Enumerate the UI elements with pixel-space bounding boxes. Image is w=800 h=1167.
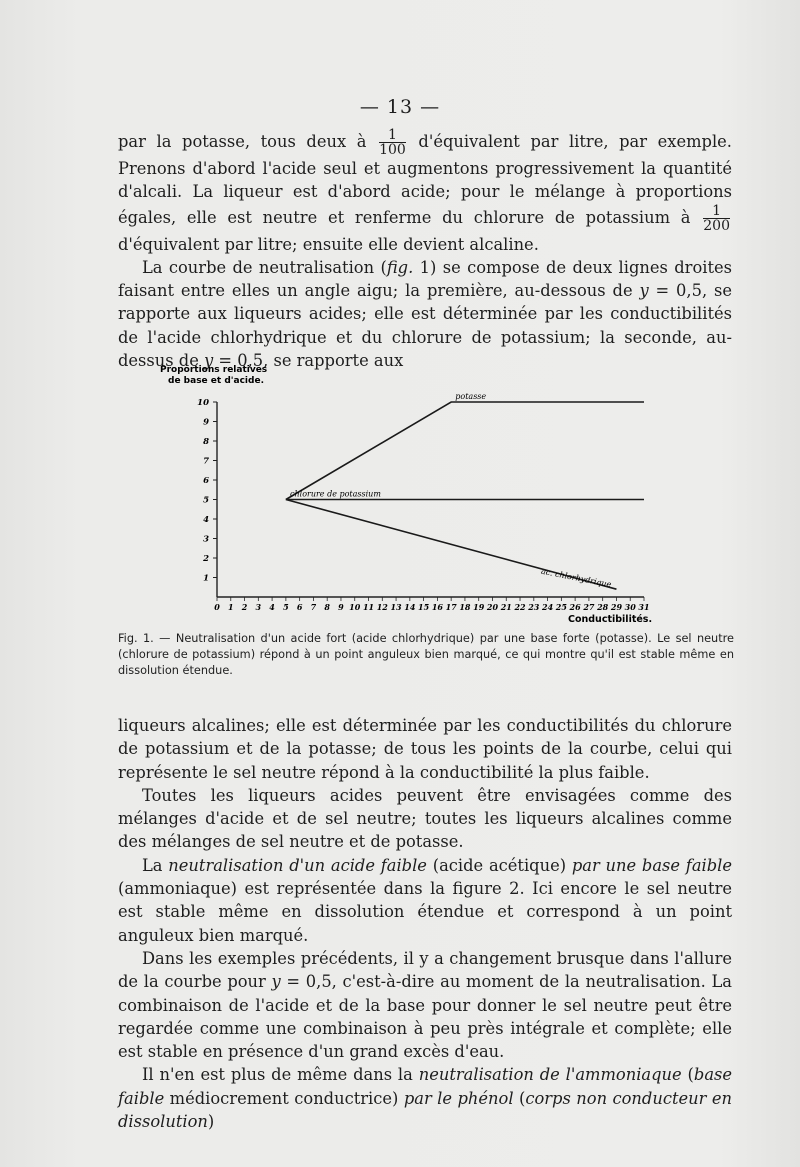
text-run: (acide acétique) [426,855,572,875]
figure-1 [150,360,670,630]
x-tick-label: 15 [418,602,430,612]
fraction-denominator: 200 [703,217,730,234]
text-run: d'équivalent par litre, par exemple. Prenons d'abord [118,132,732,178]
x-tick-label: 23 [528,602,540,612]
text-run: = 0,5, se rapporte aux [213,351,404,371]
text-run: du chlorure de potassium à [442,207,691,227]
y-tick-label: 5 [203,495,209,506]
fraction-numerator: 1 [703,204,730,219]
text-run: d'abord acide; pour le mélange à proportions égales, elle est neutre et renferme [118,182,732,227]
italic-run: base faible [118,1065,733,1108]
x-tick-label: 3 [255,602,262,612]
x-tick-label: 31 [638,602,650,612]
y-tick-label: 7 [203,456,209,467]
x-axis-label: Conductibilités. [568,614,653,625]
x-tick-label: 25 [555,602,567,612]
annotation-label: chlorure de potassium [290,489,381,499]
x-tick-label: 19 [473,602,485,612]
figure-caption [118,631,734,679]
text-run: ) [207,1112,215,1132]
italic-run: par le phénol [403,1088,514,1108]
x-tick-label: 16 [431,602,443,612]
x-tick-label: 29 [610,602,623,612]
x-tick-label: 17 [445,602,457,612]
page-number: — 13 — [359,96,441,118]
y-tick-label: 4 [203,515,209,525]
x-tick-label: 13 [390,602,402,612]
x-tick-label: 18 [459,602,471,612]
text-run: ( [681,1065,694,1085]
y-tick-label: 9 [203,417,209,428]
y-tick-label: 1 [203,573,209,584]
fraction-numerator: 1 [379,128,406,143]
text-run: Dans les exemples précédents, il y a changement brusque dans l'allure de la courbe pour [118,948,732,992]
text-run: Il n'en est plus de même dans la [142,1065,419,1085]
paragraph [118,854,732,947]
x-tick-label: 8 [324,602,330,612]
y-tick-label: 10 [197,398,209,408]
italic-run: neutralisation d'un acide faible [168,855,427,875]
text-run: = 0,5, c'est-à-dire au moment de la neutralisation. La combinaison de l'acide et de la base pour donner le sel neutre peut être regardée comme une combinaison à peu près intégrale et complète; elle est stable en présence d'un grand excès d'eau. [118,972,732,1062]
x-tick-label: 10 [349,602,361,612]
math-variable: y [204,351,214,371]
x-tick-label: 0 [214,602,220,612]
y-tick-label: 8 [203,437,209,447]
fraction-denominator: 100 [379,142,406,158]
x-tick-label: 12 [376,602,388,612]
x-tick-label: 4 [269,602,275,612]
x-tick-label: 26 [569,602,581,612]
text-run: alcaline. [469,234,539,254]
x-tick-label: 11 [362,602,375,612]
italic-run: corps non conducteur en dissolution [118,1088,732,1132]
x-tick-label: 24 [542,602,554,612]
text-run: d'équivalent par litre; ensuite elle devient [118,234,465,254]
fraction [703,204,730,233]
math-variable: y [639,281,649,301]
fraction [379,128,406,157]
x-tick-label: 28 [597,602,609,612]
italic-run: fig. [386,257,414,277]
text-run: (ammoniaque) est représentée dans la figure 2. Ici encore le sel neutre est stable même en dissolution étendue et correspond à un point anguleux bien marqué. [118,879,732,945]
x-tick-label: 7 [310,602,317,612]
text-run: médiocrement conductrice) [164,1088,404,1108]
paragraph [118,128,732,256]
x-tick-label: 5 [283,602,289,612]
x-tick-label: 30 [624,602,636,612]
annotation-label: potasse [455,392,487,401]
text-run: l'acide seul et augmentons progressivement la quantité d'alcali. La liqueur est [118,159,732,202]
text-run: 1) se compose de deux lignes droites faisant entre elles un angle aigu; la première, au-dessous de [118,257,732,301]
text-run: ( [513,1088,526,1108]
math-variable: y [271,972,281,992]
x-tick-label: 9 [338,602,344,612]
y-axis-label: Proportions relatives [160,365,268,375]
x-tick-label: 2 [241,602,248,612]
paragraph [118,256,732,372]
italic-run: neutralisation de l'ammoniaque [418,1065,682,1085]
paragraph: liqueurs alcalines; elle est déterminée par les conductibilités du chlorure de potassium et de la potasse; de tous les points de la courbe, celui qui représente le sel neutre répond à la conductibilité la plus faible. [118,716,732,782]
x-tick-label: 27 [583,602,595,612]
text-run: par la potasse, tous deux à [118,132,367,151]
y-tick-label: 2 [203,554,209,564]
paragraph: Toutes les liqueurs acides peuvent être envisagées comme des mélanges d'acide et de sel neutre; toutes les liqueurs alcalines comme des mélanges de sel neutre et de potasse. [118,785,732,852]
chart [150,360,670,630]
x-tick-label: 6 [296,602,303,612]
text-run: La courbe de neutralisation ( [142,257,387,277]
x-tick-label: 22 [514,602,526,612]
annotation-label: ac. chlorhydrique [540,566,613,590]
italic-run: par une base faible [571,855,732,875]
caption-text: — Neutralisation d'un acide fort (acide chlorhydrique) par une base forte (potasse). Le sel neutre (chlorure de potassium) répond à un point anguleux bien marqué, ce qui montre qu'il est stable même en dissolution étendue. [118,632,734,677]
x-tick-label: 14 [404,602,416,612]
caption-label: Fig. 1. [118,632,154,645]
text-block-top [118,128,732,372]
series-line [286,402,644,500]
paragraph [118,947,732,1063]
paragraph [118,1063,732,1133]
text-run: = 0,5, se rapporte aux liqueurs acides; elle est déterminée par les conductibilités de l'acide chlorhydrique et du chlorure de potassium; la seconde, au-dessus de [118,281,732,371]
y-tick-label: 6 [203,476,209,486]
y-axis-label: de base et d'acide. [168,376,264,386]
x-tick-label: 1 [227,602,234,612]
x-tick-label: 20 [486,602,499,612]
y-tick-label: 3 [203,534,209,545]
text-run: La [142,855,169,875]
text-block-bottom [118,714,732,1133]
x-tick-label: 21 [500,602,512,612]
